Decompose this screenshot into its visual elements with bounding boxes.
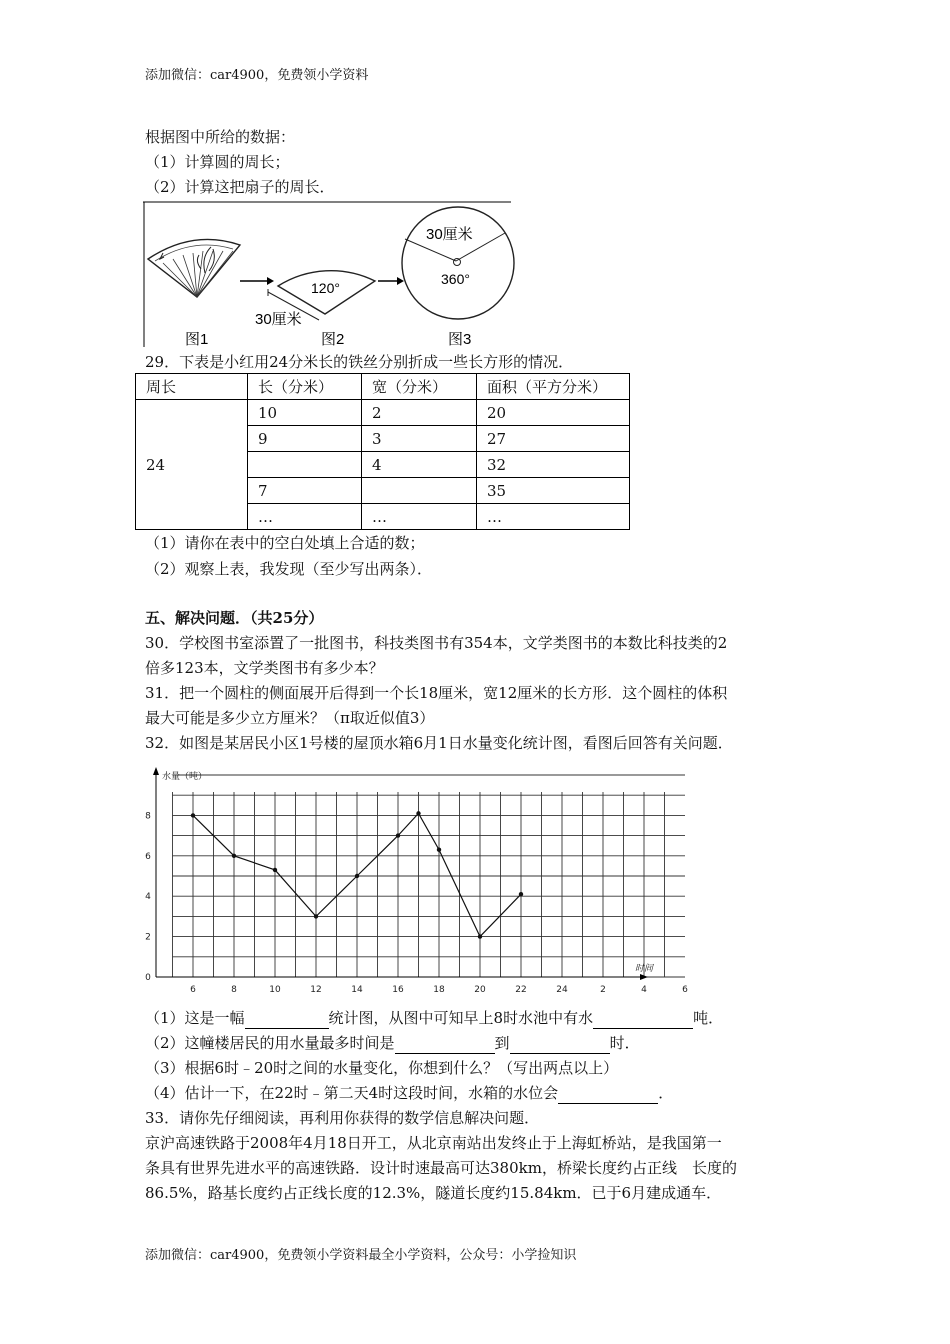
q28-part1: （1）计算圆的周长； bbox=[145, 153, 290, 171]
section-5-heading: 五、解决问题．（共25分） bbox=[145, 609, 324, 627]
cell-area: 32 bbox=[477, 452, 630, 478]
blank-end-time[interactable] bbox=[510, 1033, 610, 1054]
q30-line1: 30．学校图书室添置了一批图书，科技类图书有354本，文学类图书的本数比科技类的2 bbox=[145, 634, 728, 652]
blank-water-amount[interactable] bbox=[593, 1008, 693, 1029]
x-tick-label: 2 bbox=[600, 985, 606, 995]
perimeter-cell: 24 bbox=[136, 400, 248, 530]
blank-start-time[interactable] bbox=[395, 1033, 495, 1054]
x-tick-label: 22 bbox=[515, 985, 527, 995]
sector-angle-label: 120° bbox=[311, 280, 340, 296]
caption-fig2: 图2 bbox=[321, 331, 345, 348]
cell-width: 4 bbox=[362, 452, 477, 478]
y-tick-label: 8 bbox=[145, 811, 151, 822]
water-level-chart bbox=[143, 765, 688, 997]
cell-width-blank bbox=[362, 478, 477, 504]
data-point bbox=[396, 833, 400, 837]
x-tick-label: 14 bbox=[351, 985, 363, 995]
circle-angle-label: 360° bbox=[441, 271, 470, 287]
header-perimeter: 周长 bbox=[136, 374, 248, 400]
data-point bbox=[416, 811, 420, 815]
q29-part1: （1）请你在表中的空白处填上合适的数； bbox=[145, 534, 425, 552]
x-tick-label: 10 bbox=[269, 985, 281, 995]
page-header: 添加微信：car4900，免费领小学资料 bbox=[145, 68, 369, 83]
cell-area: … bbox=[477, 504, 630, 530]
x-axis-label: 时间 bbox=[635, 964, 654, 974]
cell-area: 20 bbox=[477, 400, 630, 426]
cell-area: 35 bbox=[477, 478, 630, 504]
cell-length-blank bbox=[248, 452, 362, 478]
q31-line2: 最大可能是多少立方厘米？（π取近似值3） bbox=[145, 709, 435, 727]
data-point bbox=[273, 868, 277, 872]
cell-length: 10 bbox=[248, 400, 362, 426]
q32-part3: （3）根据6时﹣20时之间的水量变化，你想到什么？（写出两点以上） bbox=[145, 1059, 619, 1077]
header-length: 长（分米） bbox=[248, 374, 362, 400]
x-tick-label: 16 bbox=[392, 985, 404, 995]
cell-area: 27 bbox=[477, 426, 630, 452]
y-axis-label: 水量（吨） bbox=[162, 772, 208, 782]
x-tick-label: 6 bbox=[190, 985, 196, 995]
q33-line3: 86.5%，路基长度约占正线长度的12.3%，隧道长度约15.84km．已于6月建成通车． bbox=[145, 1184, 722, 1202]
y-tick-label: 2 bbox=[145, 932, 151, 943]
caption-fig1: 图1 bbox=[185, 331, 209, 348]
blank-chart-type[interactable] bbox=[245, 1008, 329, 1029]
q28-part2: （2）计算这把扇子的周长． bbox=[145, 178, 335, 196]
cell-length: 7 bbox=[248, 478, 362, 504]
data-point bbox=[478, 934, 482, 938]
cell-width: 2 bbox=[362, 400, 477, 426]
circle-shape bbox=[402, 207, 514, 319]
circle-radius-label: 30厘米 bbox=[426, 226, 473, 243]
q32-part2: （2）这幢楼居民的用水量最多时间是 到 时． bbox=[145, 1034, 640, 1052]
y-axis-arrow bbox=[153, 767, 159, 775]
data-point bbox=[314, 914, 318, 918]
data-point bbox=[191, 813, 195, 817]
rectangle-table bbox=[135, 373, 630, 530]
blank-water-level[interactable] bbox=[558, 1083, 658, 1104]
q32-part4: （4）估计一下，在22时﹣第二天4时这段时间，水箱的水位会 ． bbox=[145, 1084, 674, 1102]
data-point bbox=[519, 892, 523, 896]
table-row bbox=[136, 400, 630, 426]
q30-line2: 倍多123本，文学类图书有多少本？ bbox=[145, 659, 384, 677]
q33-line2: 条具有世界先进水平的高速铁路．设计时速最高可达380km，桥梁长度约占正线 长度的 bbox=[145, 1159, 737, 1177]
fan-icon bbox=[148, 239, 240, 297]
x-tick-label: 8 bbox=[231, 985, 237, 995]
q28-intro: 根据图中所给的数据： bbox=[145, 128, 296, 146]
cell-width: … bbox=[362, 504, 477, 530]
q33-title: 33．请你先仔细阅读，再利用你获得的数学信息解决问题． bbox=[145, 1109, 540, 1127]
x-tick-label: 20 bbox=[474, 985, 486, 995]
y-tick-label: 6 bbox=[145, 851, 151, 862]
q32-part1: （1）这是一幅 统计图，从图中可知早上8时水池中有水 吨． bbox=[145, 1009, 724, 1027]
page-footer: 添加微信：car4900，免费领小学资料最全小学资料，公众号：小学捡知识 bbox=[145, 1248, 577, 1263]
data-point bbox=[232, 854, 236, 858]
cell-length: … bbox=[248, 504, 362, 530]
x-tick-label: 24 bbox=[556, 985, 568, 995]
fan-figure bbox=[143, 201, 513, 347]
q32-title: 32．如图是某居民小区1号楼的屋顶水箱6月1日水量变化统计图，看图后回答有关问题． bbox=[145, 734, 733, 752]
x-tick-label: 4 bbox=[641, 985, 647, 995]
x-tick-label: 6 bbox=[682, 985, 688, 995]
header-width: 宽（分米） bbox=[362, 374, 477, 400]
y-tick-label: 4 bbox=[145, 892, 151, 903]
data-point bbox=[355, 874, 359, 878]
cell-length: 9 bbox=[248, 426, 362, 452]
x-tick-label: 18 bbox=[433, 985, 445, 995]
sector-radius-label: 30厘米 bbox=[255, 311, 302, 328]
q29-title: 29．下表是小红用24分米长的铁丝分别折成一些长方形的情况． bbox=[145, 353, 574, 371]
q33-line1: 京沪高速铁路于2008年4月18日开工，从北京南站出发终止于上海虹桥站，是我国第一 bbox=[145, 1134, 722, 1152]
data-point bbox=[437, 848, 441, 852]
q31-line1: 31．把一个圆柱的侧面展开后得到一个长18厘米，宽12厘米的长方形．这个圆柱的体积 bbox=[145, 684, 728, 702]
caption-fig3: 图3 bbox=[448, 331, 472, 348]
table-header-row bbox=[136, 374, 630, 400]
x-tick-label: 12 bbox=[310, 985, 322, 995]
header-area: 面积（平方分米） bbox=[477, 374, 630, 400]
y-tick-label: 0 bbox=[145, 973, 151, 983]
q29-part2: （2）观察上表，我发现（至少写出两条）． bbox=[145, 560, 433, 578]
cell-width: 3 bbox=[362, 426, 477, 452]
